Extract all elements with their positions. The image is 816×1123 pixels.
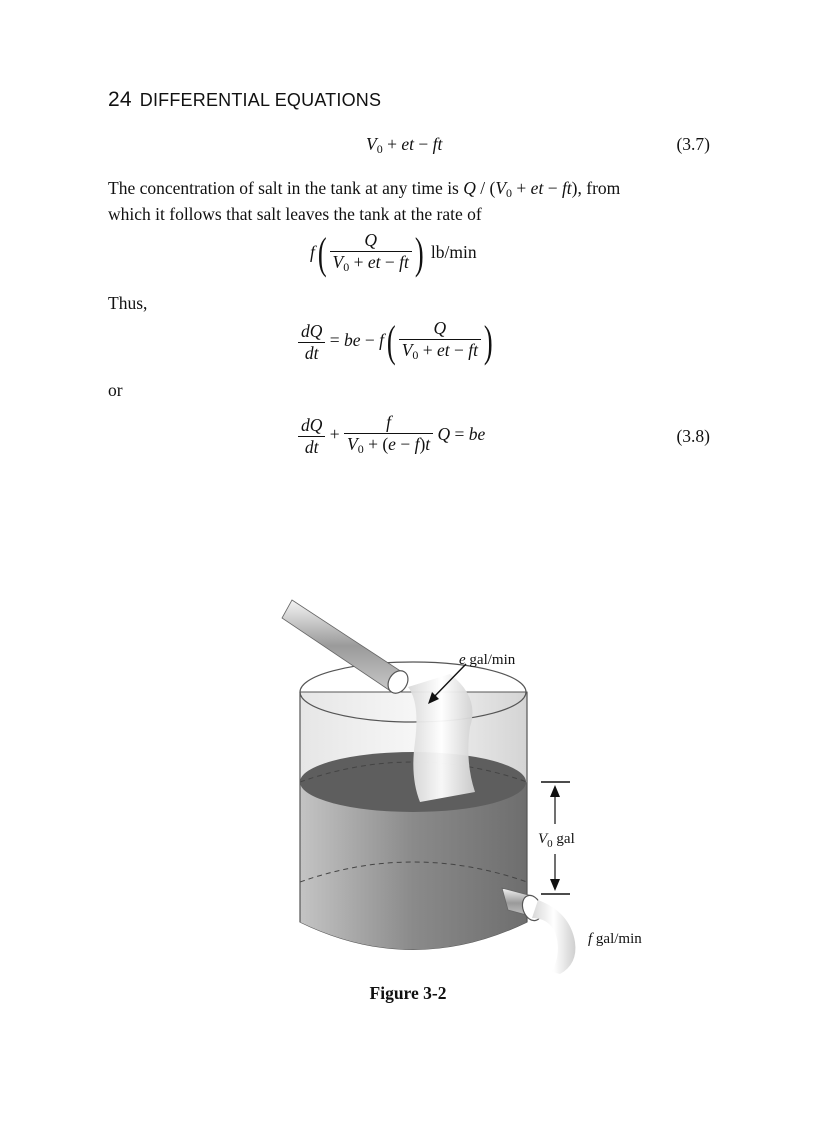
running-title: DIFFERENTIAL EQUATIONS [139, 90, 382, 110]
thus-text: Thus, [108, 293, 148, 313]
inflow-pipe [282, 600, 412, 697]
inflow-stream [408, 674, 475, 802]
volume-label: $V_0$ gal [538, 831, 575, 850]
figure-caption: Figure 3-2 [369, 983, 447, 1003]
equation-number-3-7: (3.7) [676, 134, 710, 154]
equation-3-7: $V_0$ + et − ft [366, 134, 443, 156]
rate-unit: lb/min [430, 242, 477, 263]
equation-number-3-8: (3.8) [676, 426, 710, 446]
liquid-surface [300, 752, 526, 812]
paragraph-text-mid: , from [577, 178, 621, 198]
page-number: 24 [108, 88, 132, 111]
paragraph-text-start: The concentration of salt in the tank at any time is [108, 178, 459, 198]
equation-3-8: $\frac{dQ}{dt}$ + $\frac{f}{V_0 + (e - f)t}$ Q = be [298, 412, 485, 460]
running-header [108, 88, 381, 112]
outflow-label: f gal/min [588, 931, 642, 947]
inflow-label: e gal/min [459, 652, 516, 668]
paragraph-text-end: which it follows that salt leaves the tank at the rate of [108, 204, 482, 224]
outflow-stream [532, 900, 575, 974]
tank-figure [270, 592, 670, 977]
or-text: or [108, 380, 123, 400]
tank [300, 662, 527, 950]
rate-equation: $\frac{dQ}{dt}$ = be − f( $\frac{Q}{V_0 + et - ft}$ ) [298, 318, 496, 366]
concentration-paragraph: The concentration of salt in the tank at any time is Q / ($V_0$ + et − ft), from which it follows that salt leaves the tank at the rate of [108, 178, 621, 224]
outflow-rate-expression: f( $\frac{Q}{V_0 + et - ft}$ ) lb/min [310, 229, 477, 278]
